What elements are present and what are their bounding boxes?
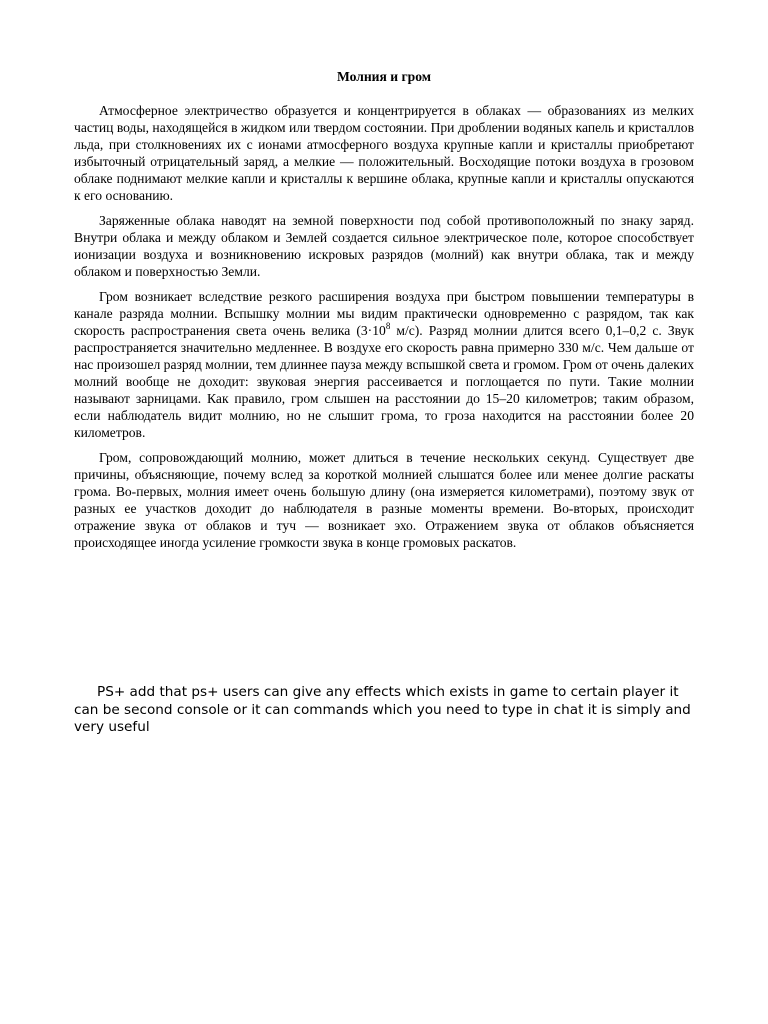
document-title: Молния и гром	[336, 69, 432, 84]
paragraph-thunder-origin-text-start: Гром возникает вследствие резкого расширения воздуха при быстром повышении температуры в канале разряда молнии. Вспышку молнии мы видим практически одновременно с разрядом, так как скорость распространения света очень велика (3·10	[74, 289, 694, 338]
speed-of-light-exponent: 8	[385, 321, 391, 331]
paragraph-atmospheric-electricity: Атмосферное электричество образуется и концентрируется в облаках — образованиях из мелких частиц воды, находящейся в жидком или твердом состоянии. При дроблении водяных капель и кристаллов льда, при столкновениях их с ионами атмосферного воздуха крупные капли и кристаллы приобретают избыточный отрицательный заряд, а мелкие — положительный. Восходящие потоки воздуха в грозовом облаке поднимают мелкие капли и кристаллы к вершине облака, крупные капли и кристаллы опускаются к его основанию.	[74, 103, 694, 203]
paragraph-thunder-origin	[74, 288, 694, 441]
paragraph-thunder-origin-text-end: м/с). Разряд молнии длится всего 0,1–0,2 с. Звук распространяется значительно медленнее. В воздухе его скорость равна примерно 330 м/с. Чем дальше от нас произошел разряд молнии, тем длиннее пауза между вспышкой света и громом. Гром от очень далеких молний вообще не доходит: звуковая энергия рассеивается и поглощается по пути. Такие молнии называют зарницами. Как правило, гром слышен на расстоянии до 15–20 километров; таким образом, если наблюдатель видит молнию, но не слышит грома, то гроза находится на расстоянии более 20 километров.	[74, 323, 695, 440]
ps-note: PS+ add that ps+ users can give any effects which exists in game to certain player it can be second console or it can commands which you need to type in chat it is simply and very useful	[74, 684, 691, 735]
paragraph-charged-clouds: Заряженные облака наводят на земной поверхности под собой противоположный по знаку заряд. Внутри облака и между облаком и Землей создается сильное электрическое поле, которое способствует ионизации воздуха и возникновению искровых разрядов (молний) как внутри облака, так и между облаком и поверхностью Земли.	[74, 213, 694, 279]
document-body	[74, 102, 694, 559]
paragraph-thunder-duration: Гром, сопровождающий молнию, может длиться в течение нескольких секунд. Существует две причины, объясняющие, почему вслед за короткой молнией слышатся более или менее долгие раскаты грома. Во-первых, молния имеет очень большую длину (она измеряется километрами), поэтому звук от разных ее участков доходит до наблюдателя в разные моменты времени. Во-вторых, происходит отражение звука от облаков и туч — возникает эхо. Отражением звука от облаков объясняется происходящее иногда усиление громкости звука в конце громовых раскатов.	[74, 450, 694, 550]
